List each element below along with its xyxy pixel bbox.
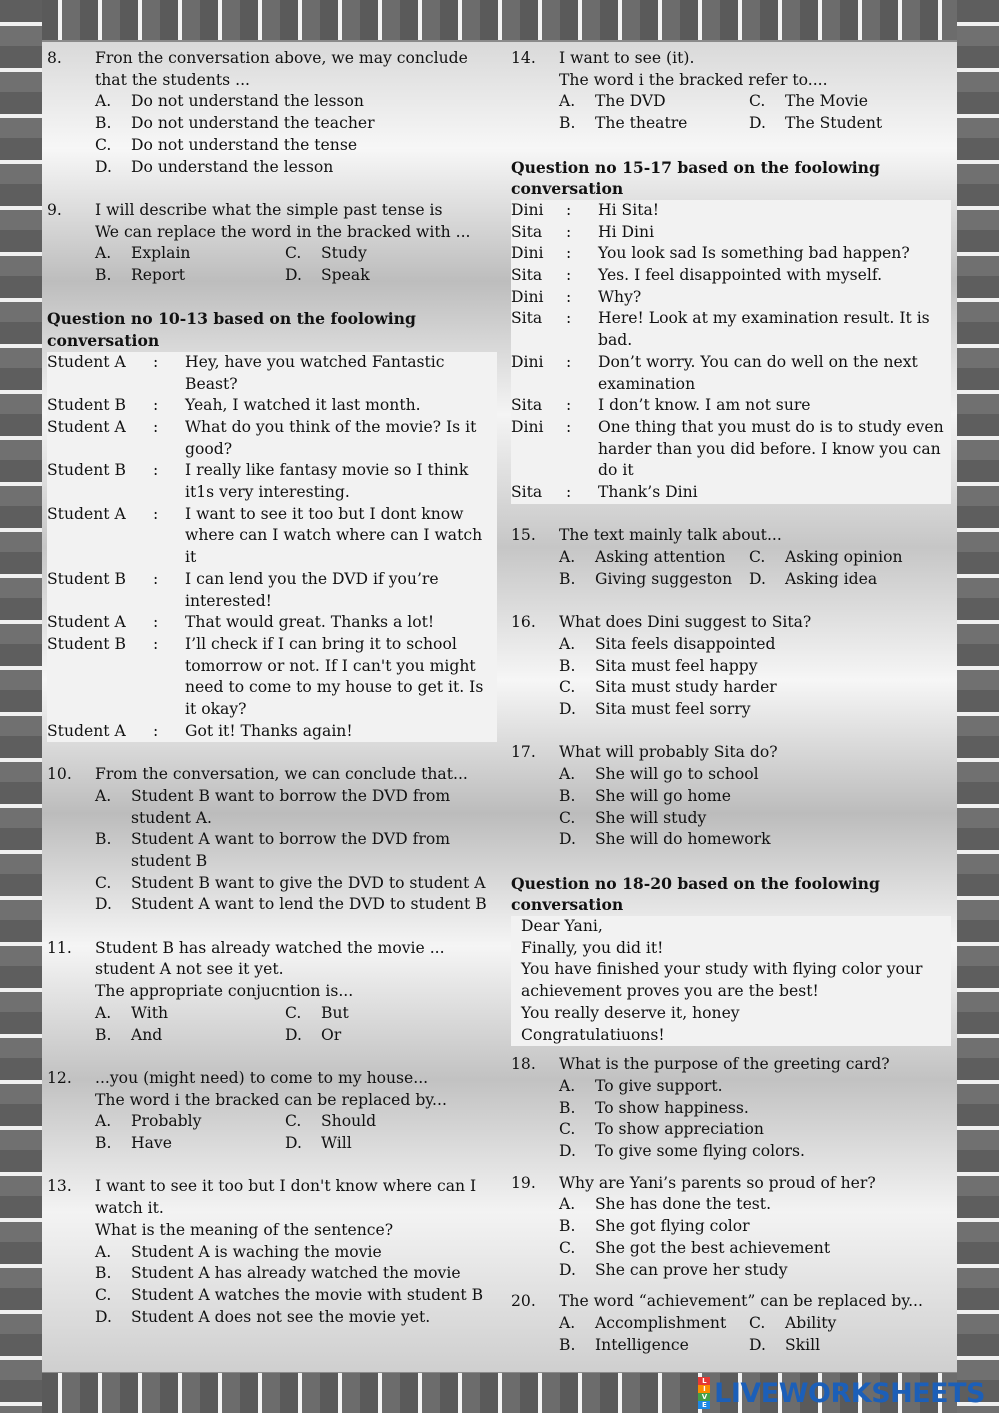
question-14 bbox=[511, 48, 951, 135]
card-line: achievement proves you are the best! bbox=[521, 982, 819, 1001]
question-text: The word “achievement” can be replaced by... bbox=[559, 1292, 923, 1311]
dialogue-line: Student A : I want to see it too but I dont know where can I watch where can I watch it bbox=[47, 504, 483, 567]
option[interactable]: A. Do not understand the lesson bbox=[95, 92, 364, 111]
option[interactable]: D. Student A want to lend the DVD to student B bbox=[95, 895, 487, 914]
question-text: From the conversation, we can conclude that... bbox=[95, 765, 468, 784]
option[interactable]: C. But bbox=[285, 1003, 349, 1022]
option[interactable]: B. Have bbox=[95, 1134, 172, 1153]
brand-text: LIVEWORKSHEETS bbox=[714, 1377, 985, 1409]
question-text: ...you (might need) to come to my house... The word i the bracked can be replaced by... bbox=[95, 1068, 447, 1109]
option[interactable]: B. Student A want to borrow the DVD from student B bbox=[95, 830, 451, 870]
option[interactable]: B. Giving suggeston bbox=[559, 569, 733, 588]
question-text: Student B has already watched the movie ... student A not see it yet. The appropriate conjucntion is... bbox=[95, 938, 445, 1001]
dialogue-line: Dini : One thing that you must do is to study even harder than you did before. I know you can do it bbox=[511, 417, 944, 480]
question-number: 8. bbox=[47, 49, 62, 67]
section-heading: Question no 15-17 based on the foolowing conversation bbox=[511, 157, 880, 199]
question-text: What will probably Sita do? bbox=[559, 743, 778, 762]
option[interactable]: D. Or bbox=[285, 1025, 342, 1044]
option[interactable]: A. She will go to school bbox=[559, 765, 759, 784]
section-heading: Question no 10-13 based on the foolowing conversation bbox=[47, 309, 416, 351]
option[interactable]: A. Student A is waching the movie bbox=[95, 1242, 382, 1261]
option[interactable]: B. Intelligence bbox=[559, 1335, 689, 1354]
decorative-border-top bbox=[0, 0, 999, 40]
option[interactable]: B. Report bbox=[95, 266, 186, 285]
liveworksheets-logo[interactable] bbox=[698, 1377, 985, 1409]
option[interactable]: D. Will bbox=[285, 1134, 352, 1153]
option[interactable]: D. Sita must feel sorry bbox=[559, 700, 751, 719]
question-text: I want to see (it). The word i the bracked refer to.... bbox=[559, 49, 828, 89]
question-9 bbox=[47, 200, 497, 287]
option[interactable]: B. Sita must feel happy bbox=[559, 656, 758, 675]
option[interactable]: A. Student B want to borrow the DVD from student A. bbox=[95, 786, 451, 827]
question-text: I want to see it too but I don't know where can I watch it. What is the meaning of the sentence? bbox=[95, 1177, 477, 1239]
option[interactable]: C. Student B want to give the DVD to student A bbox=[95, 873, 486, 892]
dialogue-line: Sita : Thank’s Dini bbox=[511, 483, 698, 502]
option[interactable]: A. The DVD bbox=[559, 92, 666, 111]
option[interactable]: B. Do not understand the teacher bbox=[95, 114, 375, 133]
dialogue-line: Sita : Hi Dini bbox=[511, 222, 655, 241]
option[interactable]: B. She got flying color bbox=[559, 1217, 750, 1236]
option[interactable]: A. To give support. bbox=[559, 1076, 723, 1095]
question-17 bbox=[511, 742, 951, 851]
left-column bbox=[47, 48, 497, 1350]
option[interactable]: B. To show happiness. bbox=[559, 1098, 749, 1117]
question-number: 19. bbox=[511, 1173, 536, 1192]
section-heading: Question no 18-20 based on the foolowing conversation bbox=[511, 873, 880, 915]
dialogue-line: Student B : I really like fantasy movie so I think it1s very interesting. bbox=[47, 461, 469, 502]
option[interactable]: C. She will study bbox=[559, 808, 707, 827]
option[interactable]: C. Should bbox=[285, 1112, 377, 1131]
question-text: Fron the conversation above, we may conclude that the students ... bbox=[95, 49, 468, 89]
question-text: Why are Yani’s parents so proud of her? bbox=[559, 1173, 876, 1192]
option[interactable]: A. Sita feels disappointed bbox=[559, 634, 776, 653]
option[interactable]: C. Ability bbox=[749, 1314, 837, 1332]
question-8 bbox=[47, 48, 497, 178]
option[interactable]: B. She will go home bbox=[559, 786, 731, 805]
option[interactable]: A. Probably bbox=[95, 1112, 202, 1131]
dialogue-line: Dini : Hi Sita! bbox=[511, 200, 660, 219]
option[interactable]: D. She can prove her study bbox=[559, 1260, 788, 1279]
option[interactable]: A. Accomplishment bbox=[559, 1314, 727, 1332]
dialogue-line: Student A : Got it! Thanks again! bbox=[47, 721, 353, 740]
option[interactable]: C. To show appreciation bbox=[559, 1120, 764, 1139]
question-text: The text mainly talk about... bbox=[559, 526, 782, 545]
dialogue-line: Dini : Don’t worry. You can do well on the next examination bbox=[511, 352, 918, 393]
option[interactable]: C. Study bbox=[285, 244, 367, 263]
greeting-card bbox=[511, 916, 951, 1046]
decorative-border-left bbox=[0, 0, 42, 1413]
liveworksheets-icon: L I V E bbox=[698, 1377, 710, 1409]
right-column bbox=[511, 48, 951, 1378]
option[interactable]: C. Asking opinion bbox=[749, 548, 903, 567]
option[interactable]: D. Asking idea bbox=[749, 569, 878, 588]
card-line: Dear Yani, bbox=[521, 917, 603, 936]
question-16 bbox=[511, 612, 951, 721]
option[interactable]: A. She has done the test. bbox=[559, 1195, 772, 1214]
card-line: Congratulatiuons! bbox=[521, 1025, 665, 1044]
question-11 bbox=[47, 938, 497, 1047]
option[interactable]: C. Sita must study harder bbox=[559, 678, 777, 697]
dialogue-line: Sita : Yes. I feel disappointed with myself. bbox=[511, 266, 883, 285]
dialogue-line: Dini : Why? bbox=[511, 287, 642, 306]
option[interactable]: D. To give some flying colors. bbox=[559, 1142, 805, 1161]
question-number: 9. bbox=[47, 200, 62, 219]
question-number: 20. bbox=[511, 1292, 536, 1311]
option[interactable]: A. Asking attention bbox=[559, 548, 726, 567]
dialogue-line: Sita : Here! Look at my examination result. It is bad. bbox=[511, 309, 930, 350]
dialogue-line: Student A : That would great. Thanks a lot! bbox=[47, 613, 435, 632]
question-12 bbox=[47, 1068, 497, 1155]
dialogue-line: Student B : Yeah, I watched it last month. bbox=[47, 396, 421, 415]
option[interactable]: C. Student A watches the movie with student B bbox=[95, 1285, 484, 1304]
option[interactable]: D. Speak bbox=[285, 266, 370, 285]
question-10 bbox=[47, 764, 497, 916]
option[interactable]: C. Do not understand the tense bbox=[95, 135, 358, 154]
dialogue-line: Dini : You look sad Is something bad happen? bbox=[511, 244, 910, 263]
dialogue-line: Student A : What do you think of the movie? Is it good? bbox=[47, 417, 477, 458]
question-text: What does Dini suggest to Sita? bbox=[559, 613, 812, 632]
question-number: 12. bbox=[47, 1068, 72, 1087]
conversation-table bbox=[47, 352, 497, 743]
question-15 bbox=[511, 525, 951, 590]
question-19 bbox=[511, 1173, 951, 1282]
option[interactable]: D. Student A does not see the movie yet. bbox=[95, 1307, 431, 1326]
card-line: You really deserve it, honey bbox=[521, 1003, 740, 1022]
question-text: What is the purpose of the greeting card? bbox=[559, 1055, 890, 1074]
question-18 bbox=[511, 1054, 951, 1163]
option[interactable]: A. Explain bbox=[95, 244, 191, 263]
option[interactable]: B. The theatre bbox=[559, 114, 688, 133]
question-number: 17. bbox=[511, 743, 536, 762]
option[interactable]: D. Skill bbox=[749, 1335, 821, 1354]
dialogue-line: Student B : I can lend you the DVD if you’re interested! bbox=[47, 569, 439, 610]
question-text: I will describe what the simple past tense is We can replace the word in the bracked with ... bbox=[95, 200, 471, 241]
question-number: 18. bbox=[511, 1055, 536, 1074]
option[interactable]: A. With bbox=[95, 1003, 169, 1022]
decorative-border-right bbox=[957, 0, 999, 1413]
question-20 bbox=[511, 1291, 951, 1356]
dialogue-line: Student A : Hey, have you watched Fantastic Beast? bbox=[47, 352, 445, 393]
option[interactable]: D. The Student bbox=[749, 114, 883, 133]
question-13 bbox=[47, 1176, 497, 1328]
question-number: 10. bbox=[47, 765, 72, 784]
conversation-table bbox=[511, 200, 951, 504]
dialogue-line: Sita : I don’t know. I am not sure bbox=[511, 396, 811, 415]
question-number: 16. bbox=[511, 613, 536, 632]
option[interactable]: D. Do understand the lesson bbox=[95, 157, 334, 176]
dialogue-line: Student B : I’ll check if I can bring it to school tomorrow or not. If I can't you might need to come to my house to get it. Is it okay? bbox=[47, 634, 484, 719]
option[interactable]: D. She will do homework bbox=[559, 830, 771, 849]
option[interactable]: C. The Movie bbox=[749, 92, 869, 111]
question-number: 15. bbox=[511, 526, 536, 545]
option[interactable]: B. Student A has already watched the movie bbox=[95, 1264, 461, 1283]
card-line: Finally, you did it! bbox=[521, 938, 664, 957]
question-number: 13. bbox=[47, 1177, 72, 1196]
question-number: 11. bbox=[47, 938, 72, 957]
card-line: You have finished your study with flying color your bbox=[521, 960, 923, 979]
option[interactable]: B. And bbox=[95, 1025, 163, 1044]
option[interactable]: C. She got the best achievement bbox=[559, 1238, 831, 1257]
question-number: 14. bbox=[511, 49, 536, 67]
